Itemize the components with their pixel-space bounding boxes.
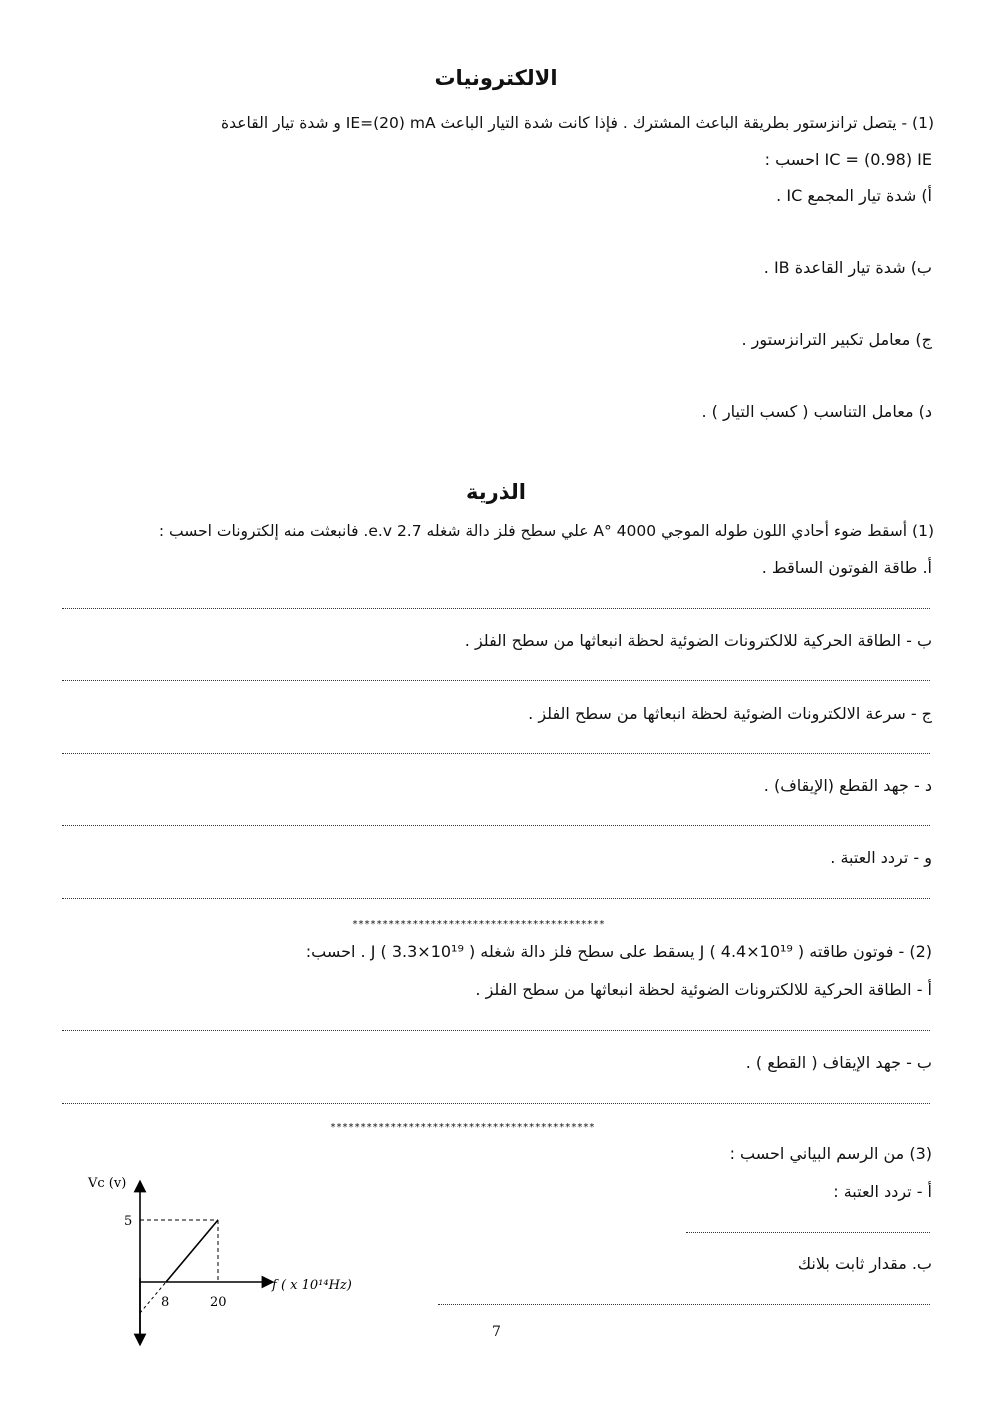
- atom-q1-e: و - تردد العتبة .: [830, 848, 932, 867]
- atom-q2-line1: (2) - فوتون طاقته J ( 4.4×10¹⁹ ) يسقط على سطح فلز دالة شغله J ( 3.3×10¹⁹ ) . احسب:: [305, 942, 932, 961]
- star-separator: ******************************************: [352, 919, 605, 930]
- answer-dotted-line: [62, 1103, 930, 1104]
- answer-dotted-line: [62, 1030, 930, 1031]
- atom-q1-c: ج - سرعة الالكترونات الضوئية لحظة انبعاثها من سطح الفلز .: [528, 704, 932, 723]
- atom-q3-line1: (3) من الرسم البياني احسب :: [729, 1144, 932, 1163]
- y-tick-5: 5: [124, 1214, 133, 1229]
- answer-dotted-line: [62, 898, 930, 899]
- atom-q2-a: أ - الطاقة الحركية للالكترونات الضوئية لحظة انبعاثها من سطح الفلز .: [475, 980, 932, 999]
- electronics-q1-a: أ) شدة تيار المجمع IC .: [776, 186, 932, 205]
- electronics-q1-c: ج) معامل تكبير الترانزستور .: [741, 330, 932, 349]
- answer-dotted-line: [686, 1232, 930, 1233]
- electronics-q1-b: ب) شدة تيار القاعدة IB .: [763, 258, 932, 277]
- atom-q1-line1: (1) أسقط ضوء أحادي اللون طوله الموجي A° 4000 علي سطح فلز دالة شغله 2.7 e.v. فانبعثت منه إلكترونات احسب :: [158, 522, 934, 540]
- vc-vs-frequency-graph: [80, 1168, 400, 1348]
- x-tick-20: 20: [210, 1295, 227, 1310]
- page-number: 7: [492, 1324, 501, 1340]
- atom-q1-b: ب - الطاقة الحركية للالكترونات الضوئية لحظة انبعاثها من سطح الفلز .: [464, 631, 932, 650]
- vc-line: [166, 1220, 218, 1282]
- atom-title: الذرية: [466, 480, 526, 504]
- x-tick-8: 8: [161, 1295, 170, 1310]
- atom-q1-d: د - جهد القطع (الإيقاف) .: [763, 776, 932, 795]
- answer-dotted-line: [62, 825, 930, 826]
- answer-dotted-line: [62, 608, 930, 609]
- atom-q3-a: أ - تردد العتبة :: [833, 1182, 932, 1201]
- star-separator: ********************************************: [330, 1122, 595, 1133]
- answer-dotted-line: [62, 753, 930, 754]
- y-axis-label: Vc (v): [88, 1176, 127, 1191]
- electronics-q1-line2: IC = (0.98) IE احسب :: [764, 150, 932, 169]
- electronics-q1-line1: (1) - يتصل ترانزستور بطريقة الباعث المشترك . فإذا كانت شدة التيار الباعث IE=(20) mA و شدة تيار القاعدة: [221, 114, 934, 132]
- x-axis-label: f ( x 10¹⁴Hz): [272, 1278, 352, 1293]
- electronics-q1-d: د) معامل التناسب ( كسب التيار ) .: [701, 402, 932, 421]
- atom-q1-a: أ. طاقة الفوتون الساقط .: [761, 558, 932, 577]
- answer-dotted-line: [62, 680, 930, 681]
- atom-q2-b: ب - جهد الإيقاف ( القطع ) .: [745, 1053, 932, 1072]
- atom-q3-b: ب. مقدار ثابت بلانك: [797, 1254, 932, 1273]
- electronics-title: الالكترونيات: [434, 66, 558, 90]
- answer-dotted-line: [438, 1304, 930, 1305]
